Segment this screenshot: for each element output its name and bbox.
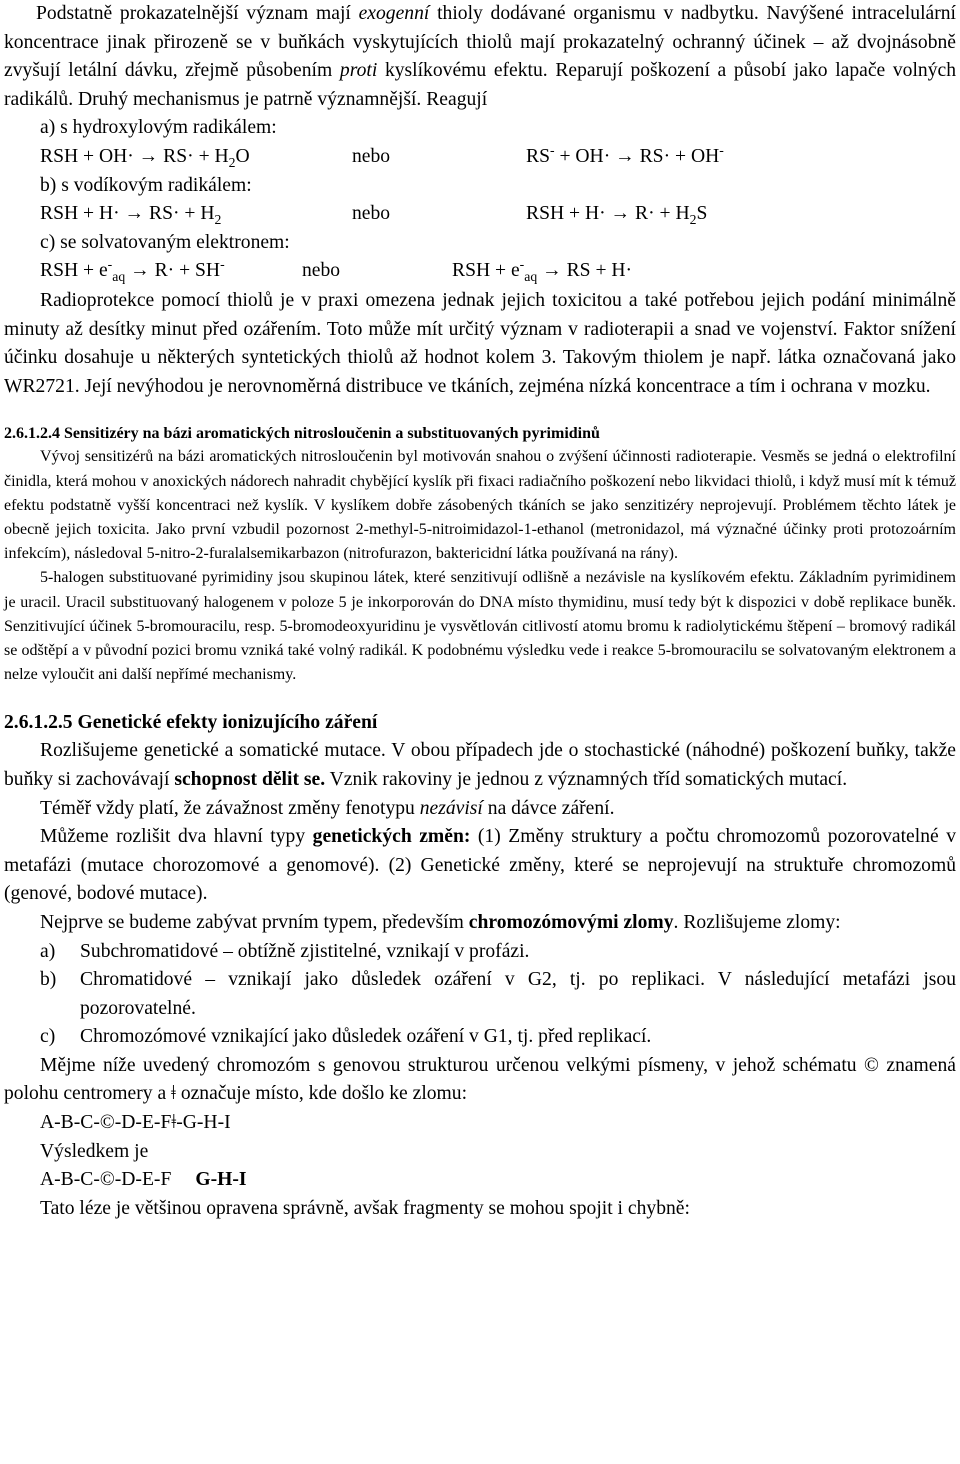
chromosome-scheme-2: A-B-C-©-D-E-F G-H-I bbox=[40, 1169, 247, 1191]
list-item: a) Subchromatidové – obtížně zjistitelné, vznikají v profázi. bbox=[40, 940, 530, 962]
section-heading-2-6-1-2-4: 2.6.1.2.4 Sensitizéry na bázi aromatických nitrosloučenin a substituovaných pyrimidinů bbox=[4, 425, 600, 443]
genetic-paragraph-2: Téměř vždy platí, že závažnost změny fenotypu nezávisí na dávce záření. bbox=[40, 797, 615, 819]
genetic-paragraph-3: Můžeme rozlišit dva hlavní typy genetických změn: (1) Změny struktury a počtu chromozomů pozorovatelné v metafázi (mutace chorozomové a genomové). (2) Genetické změny, které se neprojevují na struktuře chromozomů (genové, bodové mutace). bbox=[4, 826, 957, 905]
list-item: c) Chromozómové vznikající jako důsledek ozáření v G1, tj. před replikací. bbox=[40, 1026, 652, 1048]
reaction-b-label: b) s vodíkovým radikálem: bbox=[40, 174, 252, 196]
reaction-a-equation: RSH + $OH\cdot \to RS\cdot + H_2O$ nebo RS- + OH· → RS· + OH- bbox=[40, 142, 724, 170]
sensitizer-paragraph-1: Vývoj sensitizérů na bázi aromatických nitrosloučenin byl motivován snahou o zvýšení účinnosti radioterapie. Vesměs se jedná o elektrofilní činidla, která mohou v anoxických nádorech nahradit chybějící kyslík při fixaci radiačního poškození nebo likvidaci thiolů, i když musí mít k témuž efektu podstatně vyšší koncentraci než kyslík. V kyslíkem dobře zásobených tkáních se jako senzitizéry neprojevují. Problémem těchto látek je obecně jejich toxicita. Jako první vzbudil pozornost 2-methyl-5-nitroimidazol-1-ethanol (metronidazol, má význačné účinky proti protozoárním infekcím), následoval 5-nitro-2-furalalsemikarbazon (nitrofurazon, baktericidní látka používaná na rány). bbox=[4, 448, 956, 563]
document-page bbox=[4, 0, 956, 1223]
reaction-a-label: a) s hydroxylovým radikálem: bbox=[40, 117, 277, 139]
radioprotection-paragraph: Radioprotekce pomocí thiolů je v praxi omezena jednak jejich toxicitou a také potřebou jejich podání minimálně minuty až desítky minut před ozářením. Toto může mít určitý význam v radioterapii a snad ve vojenství. Faktor snížení účinku dosahuje u některých syntetických thiolů až hodnot kolem 3. Takovým thiolem je např. látka označovaná jako WR2721. Její nevýhodou je nerovnoměrná distribuce ve tkáních, zejména nízká koncentrace a tím i ochrana v mozku. bbox=[4, 289, 956, 397]
intro-paragraph: Podstatně prokazatelnější význam mají exogenní thioly dodávané organismu v nadbytku. Navýšené intracelulární koncentrace jinak přirozeně se v buňkách vyskytujících thiolů mají prokazatelný ochranný účinek – až dvojnásobně zvyšují letální dávku, zřejmě působením proti kyslíkovému efektu. Reparují poškození a působí jako lapače volných radikálů. Druhý mechanismus je patrně významnější. Reagují bbox=[4, 3, 956, 110]
closing-sentence: Tato léze je většinou opravena správně, avšak fragmenty se mohou spojit i chybně: bbox=[40, 1197, 690, 1219]
genetic-paragraph-1: Rozlišujeme genetické a somatické mutace. V obou případech jde o stochastické (náhodné) poškození buňky, takže buňky si zachovávají schopnost dělit se. Vznik rakoviny je jednou z významných tříd somatických mutací. bbox=[4, 740, 956, 790]
reaction-b-equation: RSH + $H\cdot \to RS\cdot + H_2$ nebo RSH + $H\cdot \to R\cdot + H_2S$ bbox=[40, 203, 708, 228]
result-label: Výsledkem je bbox=[40, 1140, 149, 1162]
list-item: b) Chromatidové – vznikají jako důsledek ozáření v G2, tj. po replikaci. V následující metafázi jsou pozorovatelné. bbox=[40, 969, 956, 1019]
chromosome-intro-paragraph: Mějme níže uvedený chromozóm s genovou strukturou určenou velkými písmeny, v jehož schématu © znamená polohu centromery a ǂ označuje místo, kde došlo ke zlomu: bbox=[4, 1054, 956, 1105]
genetic-paragraph-4: Nejprve se budeme zabývat prvním typem, především chromozómovými zlomy. Rozlišujeme zlomy: bbox=[40, 911, 841, 933]
reaction-c-label: c) se solvatovaným elektronem: bbox=[40, 231, 290, 253]
sensitizer-paragraph-2: 5-halogen substituované pyrimidiny jsou skupinou látek, které senzitivují odlišně a nezávisle na kyslíkovém efektu. Základním pyrimidinem je uracil. Uracil substituovaný halogenem v poloze 5 je inkorporován do DNA místo thymidinu, musí tedy být k dispozici v době replikace buněk. Senzitivující účinek 5-bromouracilu, resp. 5-bromodeoxyuridinu je vysvětlován citlivostí atomu bromu k radiolytickému štěpení – bromový radikál se odštěpí a v původní pozici bromu vzniká také volný radikál. K podobnému výsledku vede i reakce 5-bromouracilu se solvatovaným elektronem a nelze vyloučit ani další nepřímé mechanismy. bbox=[4, 569, 956, 684]
section-heading-2-6-1-2-5: 2.6.1.2.5 Genetické efekty ionizujícího záření bbox=[4, 712, 378, 734]
chromosome-scheme-1: A-B-C-©-D-E-Fǂ-G-H-I bbox=[40, 1112, 231, 1134]
reaction-c-equation: RSH + $e^-_{aq} \to R\cdot + SH^-$ nebo RSH + $e^-_{aq}$ → RS + H· bbox=[40, 256, 633, 285]
